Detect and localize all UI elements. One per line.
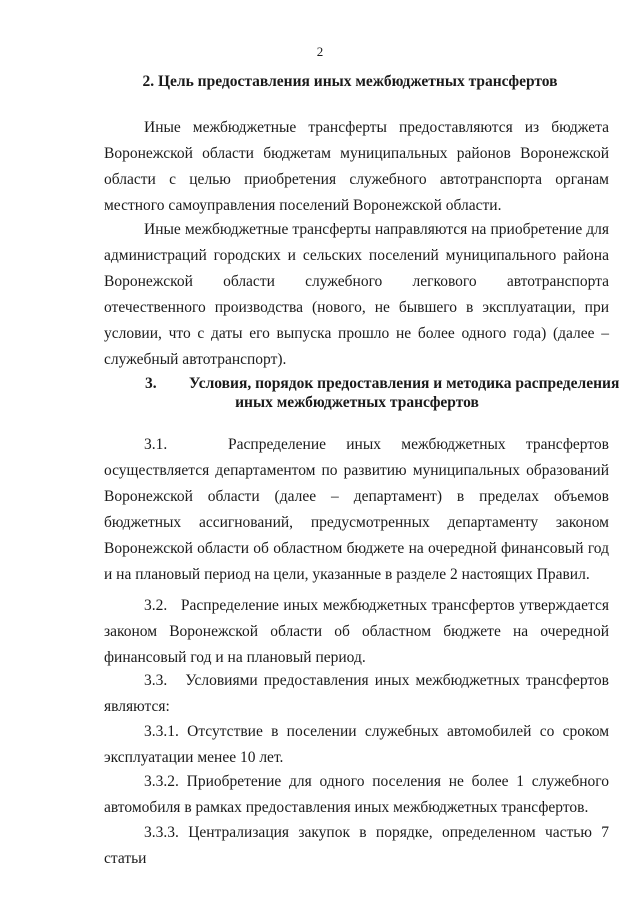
clause-text: Распределение иных межбюджетных трансфертов осуществляется департаментом по развитию муниципальных образований Воронежской области (далее – департамент) в пределах объемов бюджетных ассигнований, предусмотренных департаменту законом Воронежской области об областном бюджете на очередной финансовый год и на плановый период на цели, указанные в разделе 2 настоящих Правил. (104, 436, 609, 583)
clause-number: 3.3.1. (144, 723, 179, 740)
section-3-heading-line-2: иных межбюджетных трансфертов (235, 394, 479, 411)
section-2-paragraph-1: Иные межбюджетные трансферты предоставляются из бюджета Воронежской области бюджетам муниципальных районов Воронежской области с целью приобретения служебного автотранспорта органам местного самоуправления поселений Воронежской области. (104, 119, 609, 214)
clause-3-3-2 (104, 769, 609, 821)
clause-number: 3.3. (144, 672, 168, 689)
page-number: 2 (316, 44, 324, 59)
clause-text: Приобретение для одного поселения не более 1 служебного автомобиля в рамках предоставления иных межбюджетных трансфертов. (104, 773, 609, 816)
clause-number: 3.1. (144, 436, 168, 453)
clause-number: 3.3.2. (144, 773, 179, 790)
section-3-heading-line-1: Условия, порядок предоставления и методика распределения (189, 375, 620, 392)
clause-number: 3.2. (144, 597, 168, 614)
clause-text: Условиями предоставления иных межбюджетных трансфертов являются: (104, 672, 609, 715)
clause-3-1 (104, 432, 609, 588)
clause-3-3-1 (104, 719, 609, 771)
clause-3-3-3 (104, 820, 609, 872)
section-2-heading: 2. Цель предоставления иных межбюджетных трансфертов (142, 73, 558, 90)
section-3-heading (102, 374, 620, 412)
section-3-number: 3. (145, 375, 157, 392)
section-2-paragraph-2: Иные межбюджетные трансферты направляются на приобретение для администраций городских и сельских поселений муниципального района Воронежской области служебного легкового автотранспорта отечественного производства (нового, не бывшего в эксплуатации, при условии, что с даты его выпуска прошло не более одного года) (далее – служебный автотранспорт). (104, 221, 609, 368)
clause-text: Централизация закупок в порядке, определенном частью 7 статьи (104, 824, 609, 867)
clause-3-3 (104, 668, 609, 720)
clause-text: Отсутствие в поселении служебных автомобилей со сроком эксплуатации менее 10 лет. (104, 723, 610, 766)
clause-text: Распределение иных межбюджетных трансфертов утверждается законом Воронежской области об областном бюджете на очередной финансовый год и на плановый период. (104, 597, 609, 666)
clause-3-2 (104, 593, 609, 671)
clause-number: 3.3.3. (144, 824, 179, 841)
